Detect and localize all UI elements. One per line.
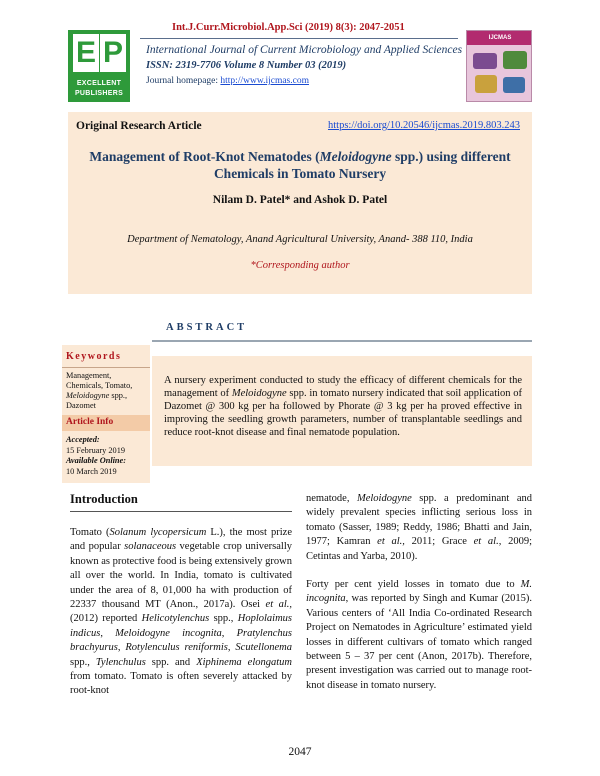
logo-letter-e: E (73, 34, 99, 72)
italic-run: et al., (473, 536, 502, 548)
title-italic: Meloidogyne (319, 149, 392, 164)
text-run: Forty per cent yield losses in tomato due to (306, 579, 521, 591)
text-run: , (117, 642, 126, 654)
title-block (68, 112, 532, 294)
text-run: spp. a predominant and widely prevalent species inflicting serious loss in tomato (Sasser, 1989; Reddy, 1986; Bhatti and Jain, 1977; Kamran (306, 493, 532, 548)
text-run: spp. and (145, 656, 197, 668)
italic-run: Rotylenculus reniformis (125, 642, 228, 654)
italic-run: et al., (377, 536, 405, 548)
text-run: vegetable crop universally known as protective food is being extensively grown all over the world. In India, tomato is cultivated under the area of 8, 01,000 ha with production of 22337 thousand MT (Anon., 2017a). Osei (70, 541, 292, 611)
header-divider (140, 38, 458, 39)
doi-link[interactable]: https://doi.org/10.20546/ijcmas.2019.803.243 (327, 120, 520, 131)
italic-run: Meloidogyne (356, 493, 412, 504)
keywords-heading: Keywords (66, 351, 122, 362)
italic-run: Helicotylenchus (141, 613, 210, 625)
article-info-heading: Article Info (66, 417, 114, 427)
text-run: spp., (70, 656, 96, 668)
cover-title: IJCMAS (488, 35, 512, 41)
keywords-divider (62, 367, 150, 368)
homepage-link[interactable]: http://www.ijcmas.com (220, 76, 309, 86)
article-sidebar (62, 345, 150, 483)
text-run: L.), the most prize and popular (70, 527, 292, 553)
cover-photo (475, 75, 497, 93)
journal-reference: Int.J.Curr.Microbiol.App.Sci (2019) 8(3): 2047-2051 (172, 22, 405, 33)
abstract-heading: ABSTRACT (166, 322, 248, 333)
body-column-right (306, 492, 532, 693)
italic-run: et al., (265, 599, 292, 611)
cover-photo (503, 77, 525, 93)
abstract-divider (152, 340, 532, 342)
text-run: nematode, (306, 493, 357, 504)
italic-run: Scutellonema (235, 642, 292, 654)
accepted-label: Accepted: (66, 435, 100, 444)
italic-run: Tylenchulus (95, 656, 146, 668)
italic-run: Hoplolaimus indicus (70, 613, 292, 639)
keywords-list (66, 371, 148, 411)
intro-paragraph-1 (70, 526, 292, 699)
introduction-heading: Introduction (70, 492, 138, 506)
authors: Nilam D. Patel* and Ashok D. Patel (212, 194, 388, 206)
body-column-left (70, 492, 292, 699)
italic-run: Solanum lycopersicum (109, 527, 207, 538)
text-run: 2009; Cetintas and Yarba, 2010). (306, 536, 532, 562)
italic-run: solanaceous (124, 541, 177, 553)
italic-run: Pratylenchus brachyurus (70, 627, 292, 654)
journal-cover-image (466, 30, 532, 102)
text-run: , was reported by Singh and Kumar (2015). Various centers of ‘All India Co-ordinated Research Project on Nematodes in Agriculture’ estimated yield losses in different cultivars of tomato which ranged between 5 – 37 per cent (Anon, 2017b). Therefore, present investigation was carried out to manage root-knot disease in tomato nursery. (306, 593, 532, 691)
paper-title (88, 148, 512, 182)
cover-photo (473, 53, 497, 69)
logo-text-line2: PUBLISHERS (74, 90, 124, 97)
journal-homepage (146, 76, 309, 86)
intro-paragraph-2 (306, 492, 532, 564)
intro-paragraph-3 (306, 578, 532, 693)
abstract-italic: Meloidogyne (231, 388, 287, 399)
article-type: Original Research Article (76, 120, 202, 132)
text-run: , (221, 627, 237, 639)
keywords-italic: Meloidogyne (66, 391, 110, 400)
article-dates (66, 435, 148, 477)
logo-letter-p: P (100, 34, 126, 72)
abstract-text-run: A nursery experiment conducted to study the efficacy of different chemicals for the management of (164, 375, 522, 399)
keywords-text: spp., Dazomet (66, 391, 128, 410)
logo-text-line1: EXCELLENT (76, 80, 122, 87)
abstract-text (164, 374, 522, 439)
title-text: Management of Root-Knot Nematodes ( (89, 149, 320, 164)
text-run: , (100, 627, 116, 639)
text-run: , (227, 642, 236, 654)
italic-run: M. incognita (306, 579, 532, 605)
homepage-label: Journal homepage: (146, 76, 221, 86)
publisher-logo (68, 30, 130, 102)
text-run: 2011; Grace (404, 536, 474, 548)
text-run: spp., (209, 613, 238, 625)
abstract-box (152, 356, 532, 466)
journal-name: International Journal of Current Microbiology and Applied Sciences (146, 44, 463, 56)
available-date: 10 March 2019 (66, 466, 117, 476)
page-number: 2047 (288, 746, 312, 758)
available-label: Available Online: (66, 456, 126, 465)
introduction-divider (70, 511, 292, 512)
italic-run: Meloidogyne incognita (115, 627, 222, 639)
keywords-text: Management, Chemicals, Tomato, (66, 371, 133, 390)
issn-line: ISSN: 2319-7706 Volume 8 Number 03 (2019) (146, 60, 347, 71)
text-run: from tomato. Tomato is often severely attacked by root-knot (70, 671, 292, 697)
text-run: (2012) reported (70, 613, 142, 625)
cover-photo (503, 51, 527, 69)
text-run: Tomato ( (70, 527, 110, 538)
corresponding-author: *Corresponding author (250, 260, 350, 271)
title-text: spp.) using different Chemicals in Tomato Nursery (213, 149, 511, 181)
italic-run: Xiphinema elongatum (196, 656, 293, 668)
abstract-text-run: spp. in tomato nursery indicated that soil application of Dazomet @ 300 kg per ha followed by Phorate @ 3 kg per ha proved effective in improving the seedling growth parameters, number of transplantable seedlings and reduce root-knot disease and final nematode population. (164, 388, 523, 438)
accepted-date: 15 February 2019 (66, 445, 125, 455)
affiliation: Department of Nematology, Anand Agricultural University, Anand- 388 110, India (127, 234, 473, 245)
